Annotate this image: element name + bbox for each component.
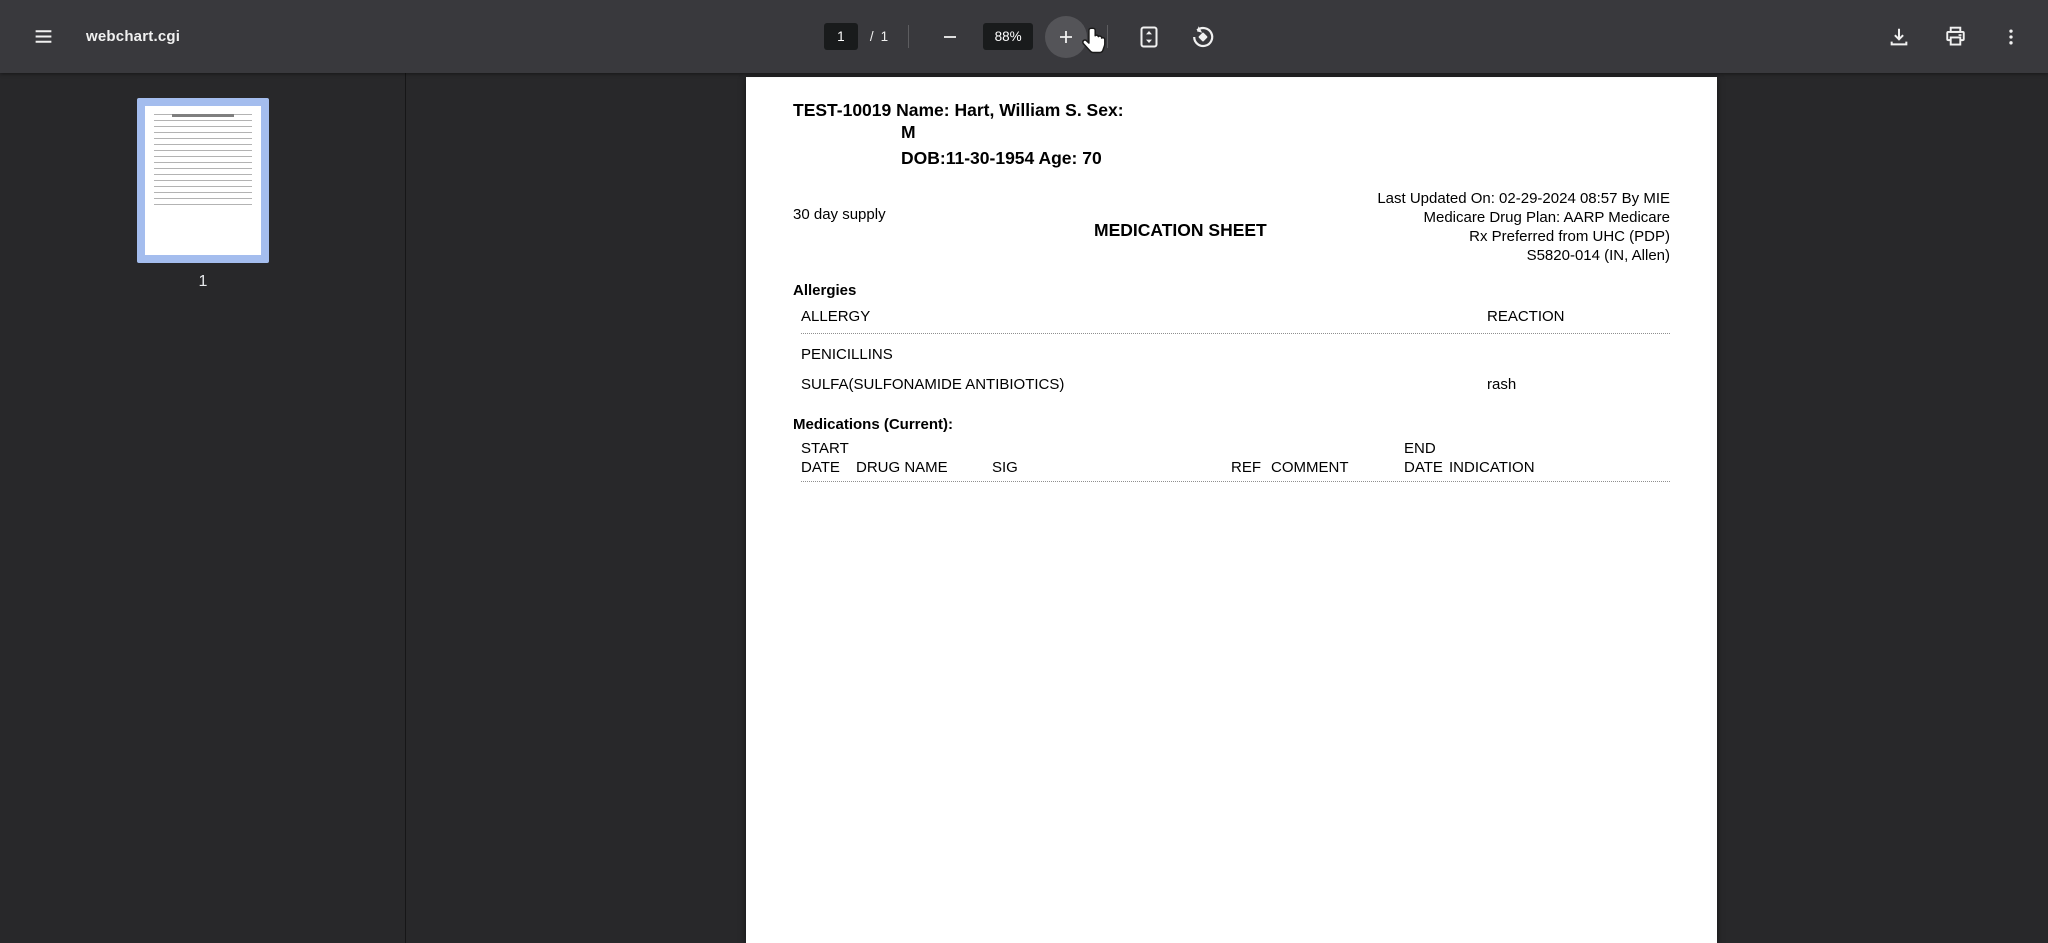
supply-note: 30 day supply [793, 206, 886, 223]
page-number-input[interactable]: 1 [824, 23, 858, 50]
ref-column-header: REF [1231, 459, 1261, 476]
download-button[interactable] [1878, 16, 1920, 58]
plus-icon [1057, 28, 1075, 46]
toolbar-right [1628, 16, 2048, 58]
page-total: 1 [880, 29, 889, 44]
sig-column-header: SIG [992, 459, 1018, 476]
patient-dob-age: DOB:11-30-1954 Age: 70 [901, 148, 1102, 168]
toolbar-separator [1107, 25, 1108, 48]
page-thumbnail[interactable] [137, 98, 269, 263]
allergies-heading: Allergies [793, 282, 857, 299]
document-page [746, 77, 1717, 943]
download-icon [1888, 26, 1910, 48]
medications-header-row [801, 439, 1670, 482]
fit-to-page-icon [1138, 25, 1160, 49]
more-options-button[interactable] [1990, 16, 2032, 58]
drug-plan-line-3: S5820-014 (IN, Allen) [1526, 247, 1670, 264]
drug-plan-line-2: Rx Preferred from UHC (PDP) [1469, 228, 1670, 245]
allergy-name: SULFA(SULFONAMIDE ANTIBIOTICS) [801, 376, 1065, 393]
toolbar-center [420, 16, 1628, 58]
viewer-content [0, 73, 2048, 943]
zoom-out-button[interactable] [929, 16, 971, 58]
indication-column-header: INDICATION [1449, 459, 1535, 476]
pdf-viewport [406, 73, 2048, 943]
minus-icon [941, 28, 959, 46]
allergy-reaction [1487, 345, 1670, 364]
patient-sex: M [901, 122, 916, 142]
allergy-row [801, 334, 1670, 364]
patient-header [793, 99, 1124, 169]
rotate-button[interactable] [1182, 16, 1224, 58]
three-dot-menu-icon [2001, 27, 2021, 47]
menu-button[interactable] [22, 16, 64, 58]
page-divider: / [869, 29, 874, 44]
allergy-reaction: rash [1487, 376, 1517, 393]
patient-line-1: TEST-10019 Name: Hart, William S. Sex: [793, 100, 1124, 120]
rotate-counterclockwise-icon [1191, 25, 1215, 49]
drug-plan-line-1: Medicare Drug Plan: AARP Medicare [1423, 209, 1670, 226]
toolbar-separator [908, 25, 909, 48]
last-updated: Last Updated On: 02-29-2024 08:57 By MIE [1377, 190, 1670, 207]
print-icon [1944, 25, 1967, 48]
allergy-name: PENICILLINS [801, 346, 893, 363]
toolbar-left [0, 16, 420, 58]
sheet-title: MEDICATION SHEET [1094, 220, 1267, 240]
page-thumbnail-preview [145, 106, 261, 255]
hamburger-icon [33, 26, 54, 47]
thumbnail-content-lines [154, 114, 252, 206]
medications-section [793, 415, 1670, 482]
document-body [793, 281, 1670, 482]
start-date-column-header: START DATE [801, 440, 849, 476]
page-count [870, 29, 888, 44]
document-title: webchart.cgi [86, 28, 181, 45]
zoom-level: 88% [983, 23, 1033, 50]
pdf-toolbar [0, 0, 2048, 73]
comment-column-header: COMMENT [1271, 459, 1349, 476]
zoom-in-button[interactable] [1045, 16, 1087, 58]
medications-heading: Medications (Current): [793, 416, 954, 433]
reaction-column-header: REACTION [1487, 308, 1565, 325]
allergy-column-header: ALLERGY [801, 308, 871, 325]
drug-name-column-header: DRUG NAME [856, 459, 948, 476]
fit-to-page-button[interactable] [1128, 16, 1170, 58]
thumbnail-page-number: 1 [198, 273, 208, 290]
allergy-row [801, 364, 1670, 394]
allergies-header-row [801, 307, 1670, 334]
end-date-column-header: END DATE [1404, 440, 1443, 476]
print-button[interactable] [1934, 16, 1976, 58]
plan-info-block [1377, 189, 1670, 265]
thumbnail-panel [0, 73, 406, 943]
